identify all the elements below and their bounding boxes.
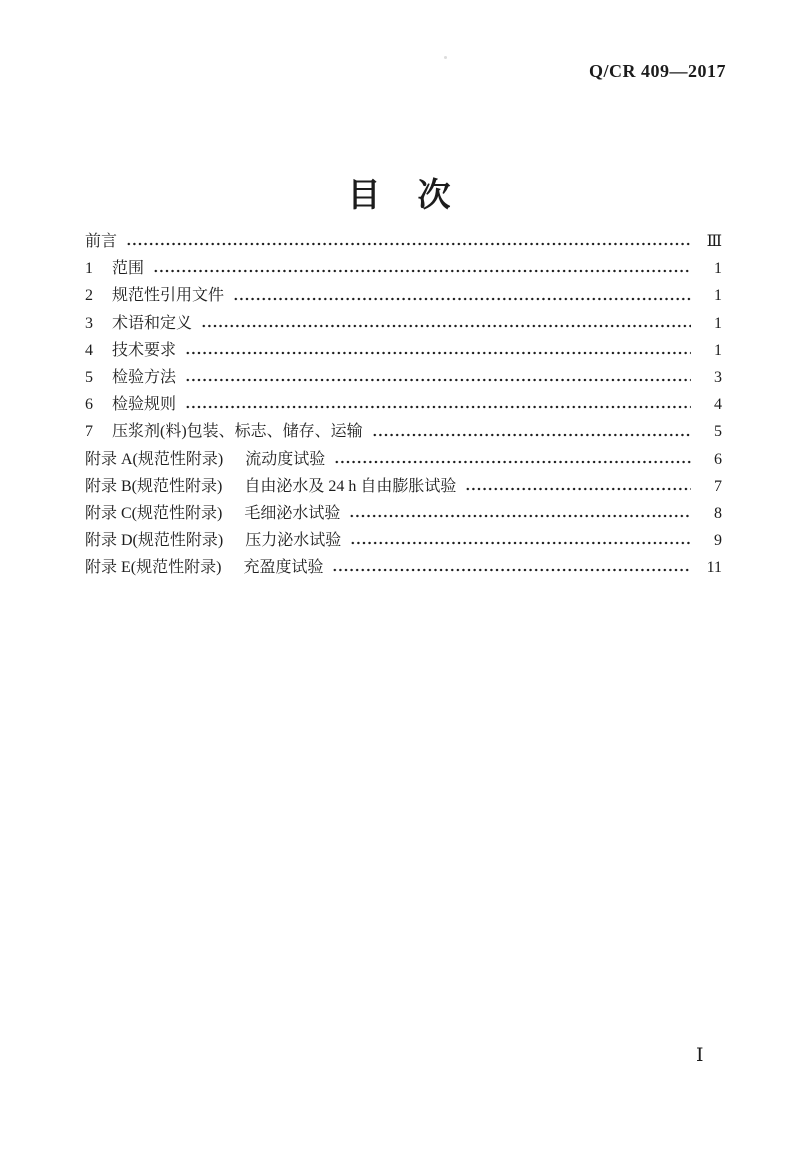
toc-entry-subtitle: 毛细泌水试验: [244, 504, 341, 522]
dot-leader: [465, 473, 691, 500]
toc-entry: [85, 446, 722, 473]
toc-entry-number: 3: [85, 314, 93, 332]
toc-entry-subtitle: 流动度试验: [245, 450, 326, 468]
toc-entry-label: 附录 D(规范性附录): [85, 532, 224, 550]
toc-entry-page: 8: [714, 504, 722, 522]
toc-entry-page: 1: [714, 341, 722, 359]
toc-entry: [85, 310, 722, 337]
scan-artifact-dot: [444, 56, 447, 59]
dot-leader: [349, 500, 691, 527]
toc-entry-label: 附录 A(规范性附录): [85, 450, 224, 468]
standard-number: Q/CR 409—2017: [589, 61, 726, 81]
toc-entry-subtitle: 压力泌水试验: [245, 532, 342, 550]
toc-entry-page: 6: [714, 450, 722, 468]
dot-leader: [372, 418, 691, 445]
dot-leader: [332, 554, 691, 581]
toc-entry: [85, 391, 722, 418]
toc-entry-number: 7: [85, 423, 93, 441]
toc-entry-label: 规范性引用文件: [112, 287, 225, 305]
toc-entry: [85, 228, 722, 255]
toc-list: [85, 228, 722, 581]
toc-entry-page: 1: [714, 287, 722, 305]
dot-leader: [201, 310, 691, 337]
toc-entry-page: 4: [714, 396, 722, 414]
toc-entry-label: 术语和定义: [112, 314, 193, 332]
dot-leader: [185, 391, 691, 418]
toc-entry: [85, 364, 722, 391]
toc-entry: [85, 337, 722, 364]
toc-entry-number: 1: [85, 260, 93, 278]
toc-entry-number: 6: [85, 396, 93, 414]
toc-entry: [85, 473, 722, 500]
toc-entry-label: 附录 E(规范性附录): [85, 559, 222, 577]
toc-entry-number: 4: [85, 341, 93, 359]
dot-leader: [153, 255, 691, 282]
toc-entry-number: 2: [85, 287, 93, 305]
toc-entry-label: 技术要求: [112, 341, 177, 359]
toc-entry: [85, 554, 722, 581]
toc-entry: [85, 418, 722, 445]
dot-leader: [334, 446, 691, 473]
toc-entry-label: 附录 C(规范性附录): [85, 504, 223, 522]
toc-entry: [85, 282, 722, 309]
toc-entry: [85, 500, 722, 527]
toc-entry: [85, 255, 722, 282]
toc-entry-page: 5: [714, 423, 722, 441]
toc-entry-label: 压浆剂(料)包装、标志、储存、运输: [112, 423, 363, 441]
toc-entry-subtitle: 充盈度试验: [243, 559, 324, 577]
dot-leader: [350, 527, 691, 554]
toc-entry-page: 7: [714, 477, 722, 495]
toc-entry-label: 范围: [112, 260, 145, 278]
toc-entry-label: 检验规则: [112, 396, 177, 414]
toc-entry-page: 9: [714, 532, 722, 550]
toc-entry-page: Ⅲ: [706, 233, 722, 250]
toc-entry-label: 附录 B(规范性附录): [85, 477, 223, 495]
folio-page-number: Ⅰ: [696, 1045, 704, 1066]
toc-entry: [85, 527, 722, 554]
toc-entry-page: 1: [714, 314, 722, 332]
toc-entry-page: 3: [714, 368, 722, 386]
dot-leader: [185, 364, 691, 391]
dot-leader: [185, 337, 691, 364]
dot-leader: [126, 228, 691, 255]
toc-entry-label: 检验方法: [112, 368, 177, 386]
toc-entry-page: 11: [706, 559, 722, 577]
toc-entry-label: 前言: [85, 233, 118, 250]
toc-entry-page: 1: [714, 260, 722, 278]
toc-entry-subtitle: 自由泌水及 24 h 自由膨胀试验: [244, 477, 457, 495]
page-title: 目 次: [347, 176, 453, 214]
dot-leader: [233, 282, 691, 309]
toc-entry-number: 5: [85, 368, 93, 386]
